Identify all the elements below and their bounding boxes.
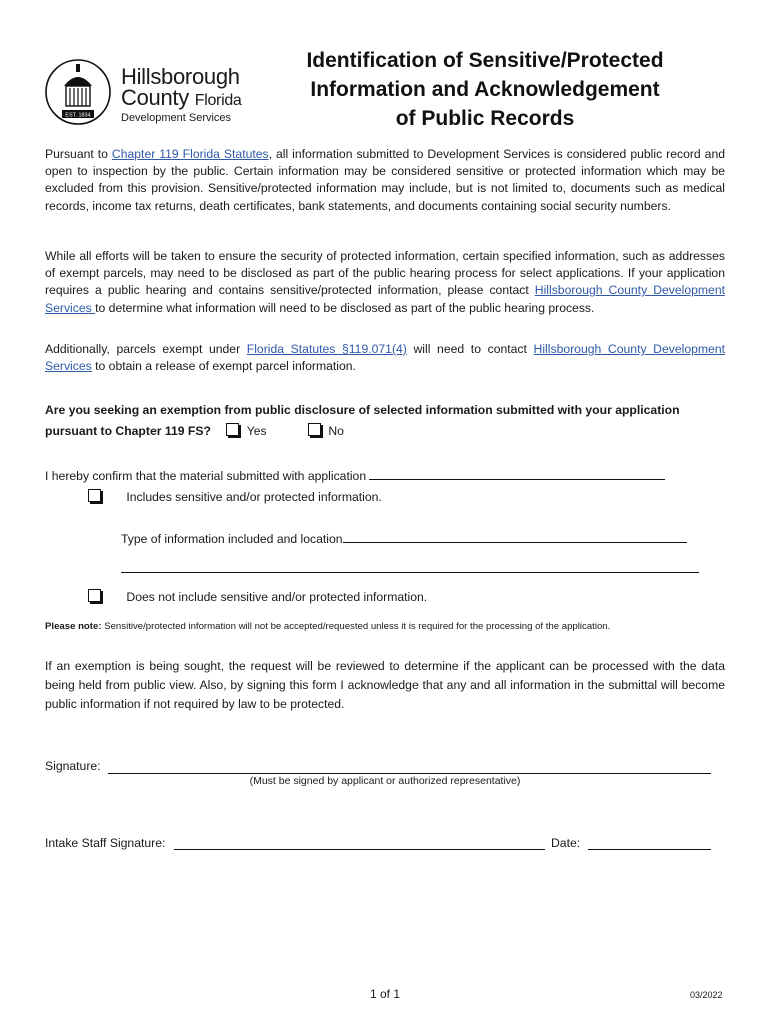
title-line-1: Identification of Sensitive/Protected [306, 49, 664, 72]
yes-option[interactable]: Yes [224, 424, 266, 438]
not-sensitive-checkbox[interactable] [88, 589, 101, 602]
statute-119-071-link[interactable]: Florida Statutes §119.071(4) [246, 342, 407, 356]
intake-staff-signature-field[interactable] [174, 836, 545, 850]
paragraph-acknowledgement: If an exemption is being sought, the request will be reviewed to determine if the applicant can be processed with the data being held from public view. Also, by signing this form I acknowledge that any and all information in the submittal will become public information if not required by law to be protected. [45, 659, 725, 711]
page-number: 1 of 1 [369, 987, 401, 1001]
yes-checkbox[interactable] [226, 423, 239, 436]
date-label: Date: [551, 836, 581, 850]
no-option[interactable]: No [306, 424, 344, 438]
application-number-field[interactable] [369, 466, 665, 480]
type-info-field-line-2[interactable] [121, 560, 699, 573]
county-name-line1: Hillsborough [121, 64, 240, 89]
title-line-2: Information and Acknowledgement [310, 78, 660, 101]
document-title [270, 46, 700, 133]
please-note: Please note: Sensitive/protected information will not be accepted/requested unless it is required for the processing of the application. [45, 621, 611, 632]
confirm-row: I hereby confirm that the material submitted with application [45, 466, 665, 483]
includes-sensitive-checkbox[interactable] [88, 489, 101, 502]
revision-date: 03/2022 [690, 990, 723, 1000]
county-name-line2: County [121, 85, 189, 110]
seal-text: EST. 1834 [65, 112, 91, 119]
option-includes-sensitive[interactable]: Includes sensitive and/or protected information. [86, 489, 382, 504]
date-field[interactable] [588, 836, 711, 850]
intake-staff-label: Intake Staff Signature: [45, 836, 166, 850]
county-state: Florida [194, 92, 242, 109]
option-not-sensitive[interactable]: Does not include sensitive and/or protected information. [86, 589, 427, 604]
type-info-field[interactable] [343, 529, 687, 543]
county-seal-logo [44, 58, 112, 126]
paragraph-exempt-parcels: Additionally, parcels exempt under Florida Statutes §119.071(4) will need to contact Hillsborough County Development Services to obtain a release of exempt parcel information. [45, 342, 725, 374]
type-info-row: Type of information included and location [121, 529, 687, 546]
no-checkbox[interactable] [308, 423, 321, 436]
signature-caption: (Must be signed by applicant or authorized representative) [249, 775, 521, 787]
development-services-link-2[interactable]: Hillsborough County Development Services [45, 342, 725, 374]
signature-field[interactable] [108, 760, 711, 774]
title-line-3: of Public Records [395, 107, 575, 130]
development-services-link[interactable]: Hillsborough County Development Services [45, 283, 725, 315]
exemption-question: Are you seeking an exemption from public disclosure of selected information submitted with your application pursuant to Chapter 119 FS? Yes No [45, 403, 680, 438]
county-name [121, 66, 242, 111]
paragraph-public-record: Pursuant to Chapter 119 Florida Statutes, all information submitted to Development Services is considered public record and open to inspection by the public. Certain information may be considered sensitive or protected information which may be excluded from this provision. Sensitive/protected information may include, but is not limited to, documents such as medical records, income tax returns, death certificates, bank statements, and documents containing social security numbers. [45, 147, 726, 213]
department-name: Development Services [121, 112, 232, 124]
chapter-119-link[interactable]: Chapter 119 Florida Statutes [111, 147, 269, 161]
paragraph-public-hearing: While all efforts will be taken to ensure the security of protected information, certain specified information, such as addresses of exempt parcels, may need to be disclosed as part of the public hearing process for select applications. If your application requires a public hearing and contains sensitive/protected information, please contact Hillsborough County Development Services to determine what information will need to be disclosed as part of the public hearing process. [45, 249, 725, 315]
signature-row: Signature: [45, 759, 101, 773]
